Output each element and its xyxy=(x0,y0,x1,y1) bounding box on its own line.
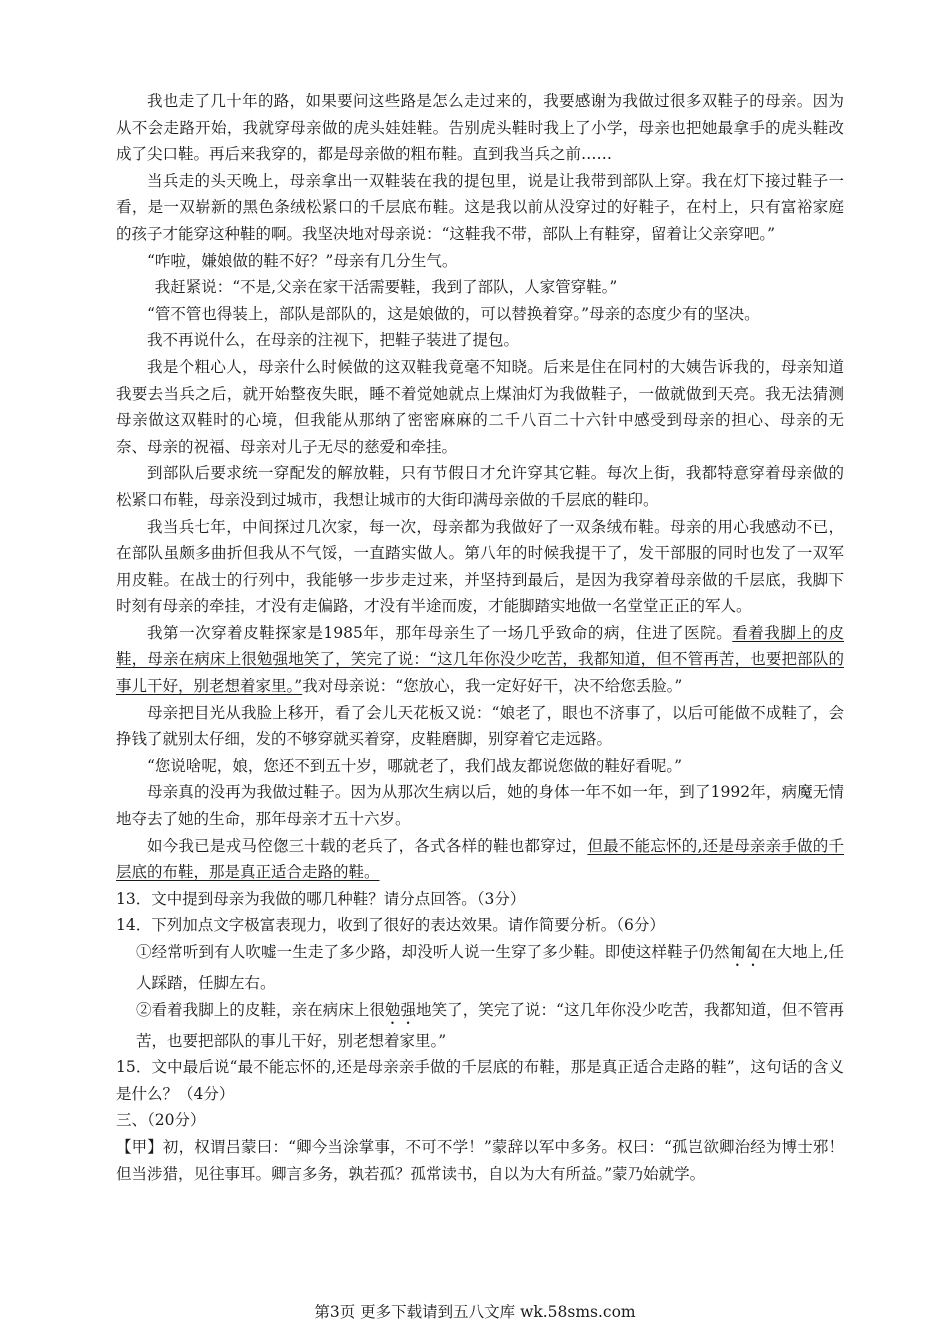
emphasized-word: 匍匐 xyxy=(729,943,761,961)
paragraph: 我赶紧说：“不是,父亲在家干活需要鞋，我到了部队，人家管穿鞋。” xyxy=(154,278,618,297)
paragraph: 我当兵七年，中间探过几次家，每一次，母亲都为我做好了一双条绒布鞋。母亲的用心我感动不已，在部队虽颇多曲折但我从不气馁，一直踏实做人。第八年的时候我提干了，发干部服的同时也发了一双军用皮鞋。在战士的行列中，我能够一步步走过来，并坚持到最后，是因为我穿着母亲做的千层底，我脚下时刻有母亲的牵挂，才没有走偏路，才没有半途而废，才能脚踏实地做一名堂堂正正的军人。 xyxy=(116,517,844,616)
item-text: 在大地上,任人踩踏，任脚左右。 xyxy=(136,943,844,992)
classical-text-jia: 【甲】初，权谓吕蒙曰：“卿今当涂掌事，不可不学！”蒙辞以军中多务。权曰：“孤岂欲卿治经为博士邪！但当涉猎，见往事耳。卿言多务，孰若孤？孤常读书，自以为大有所益。”蒙乃始就学。 xyxy=(116,1137,844,1183)
page-content xyxy=(116,88,844,1187)
question-14-item-1 xyxy=(136,939,844,997)
paragraph: 母亲真的没再为我做过鞋子。因为从那次生病以后，她的身体一年不如一年，到了1992年，病魔无情地夺去了她的生命，那年母亲才五十六岁。 xyxy=(116,783,844,829)
paragraph: 母亲把目光从我脸上移开，看了会儿天花板又说：“娘老了，眼也不济事了，以后可能做不成鞋了，会挣钱了就别太仔细，发的不够穿就买着穿，皮鞋磨脚，别穿着它走远路。 xyxy=(116,703,844,749)
question-13: 13．文中提到母亲为我做的哪几种鞋？请分点回答。（3分） xyxy=(116,889,526,908)
paragraph: “管不管也得装上，部队是部队的，这是娘做的，可以替换着穿。”母亲的态度少有的坚决。 xyxy=(147,304,760,323)
item-text: ②看着我脚上的皮鞋，亲在病床上很 xyxy=(136,1000,385,1019)
paragraph: 我也走了几十年的路，如果要问这些路是怎么走过来的，我要感谢为我做过很多双鞋子的母亲。因为从不会走路开始，我就穿母亲做的虎头娃娃鞋。告别虎头鞋时我上了小学，母亲也把她最拿手的虎头鞋改成了尖口鞋。再后来我穿的，都是母亲做的粗布鞋。直到我当兵之前…… xyxy=(116,92,844,164)
question-14: 14．下列加点文字极富表现力，收到了很好的表达效果。请作简要分析。（6分） xyxy=(116,916,665,935)
paragraph xyxy=(116,620,844,700)
page-footer: 第3页 更多下载请到五八文库 wk.58sms.com xyxy=(314,1303,636,1321)
item-text: 地笑了，笑完了说：“这几年你没少吃苦，我都知道，但不管再苦，也要把部队的事儿干好，别老想着家里。” xyxy=(136,1000,844,1050)
paragraph: 当兵走的头天晚上，母亲拿出一双鞋装在我的提包里，说是让我带到部队上穿。我在灯下接过鞋子一看，是一双崭新的黑色条绒松紧口的千层底布鞋。这是我以前从没穿过的好鞋子，在村上，只有富裕家庭的孩子才能穿这种鞋的啊。我坚决地对母亲说：“这鞋我不带，部队上有鞋穿，留着让父亲穿吧。” xyxy=(116,171,844,243)
paragraph: 我不再说什么，在母亲的注视下，把鞋子装进了提包。 xyxy=(147,331,520,350)
paragraph: 到部队后要求统一穿配发的解放鞋，只有节假日才允许穿其它鞋。每次上街，我都特意穿着母亲做的松紧口布鞋，母亲没到过城市，我想让城市的大街印满母亲做的千层底的鞋印。 xyxy=(116,464,844,509)
paragraph-text: 我对母亲说：“您放心，我一定好好干，决不给您丢脸。” xyxy=(302,677,683,696)
paragraph: 我是个粗心人，母亲什么时候做的这双鞋我竟毫不知晓。后来是住在同村的大姨告诉我的，母亲知道我要去当兵之后，就开始整夜失眠，睡不着觉她就点上煤油灯为我做鞋子，一做就做到天亮。我无法猜测母亲做这双鞋时的心境，但我能从那纳了密密麻麻的二千八百二十六针中感受到母亲的担心、母亲的无奈、母亲的祝福、母亲对儿子无尽的慈爱和牵挂。 xyxy=(116,357,844,456)
question-15: 15．文中最后说“最不能忘怀的,还是母亲亲手做的千层底的布鞋，那是真正适合走路的鞋”，这句话的含义是什么？（4分） xyxy=(116,1058,844,1103)
question-14-item-2 xyxy=(136,997,844,1055)
paragraph: “您说啥呢，娘，您还不到五十岁，哪就老了，我们战友都说您做的鞋好看呢。” xyxy=(147,756,683,775)
paragraph-text: 我第一次穿着皮鞋探家是1985年，那年母亲生了一场几乎致命的病，住进了医院。 xyxy=(147,623,733,642)
paragraph: “咋啦，嫌娘做的鞋不好？”母亲有几分生气。 xyxy=(147,251,458,270)
paragraph-text: 如今我已是戎马倥偬三十载的老兵了，各式各样的鞋也都穿过， xyxy=(147,836,588,855)
item-text: ①经常听到有人吹嘘一生走了多少路，却没听人说一生穿了多少鞋。即使这样鞋子仍然 xyxy=(136,943,730,961)
emphasized-word: 勉强 xyxy=(384,1000,417,1019)
paragraph xyxy=(116,833,844,886)
section-heading: 三、（20分） xyxy=(116,1111,206,1130)
underlined-sentence: 看着我脚上的皮鞋，母亲在病床上很勉强地笑了，笑完了说：“这几年你没少吃苦，我都知道，但不管再苦，也要把部队的事儿干好，别老想着家里。” xyxy=(116,623,844,696)
underlined-sentence: 但最不能忘怀的,还是母亲亲手做的千层底的布鞋，那是真正适合走路的鞋。 xyxy=(116,836,844,882)
